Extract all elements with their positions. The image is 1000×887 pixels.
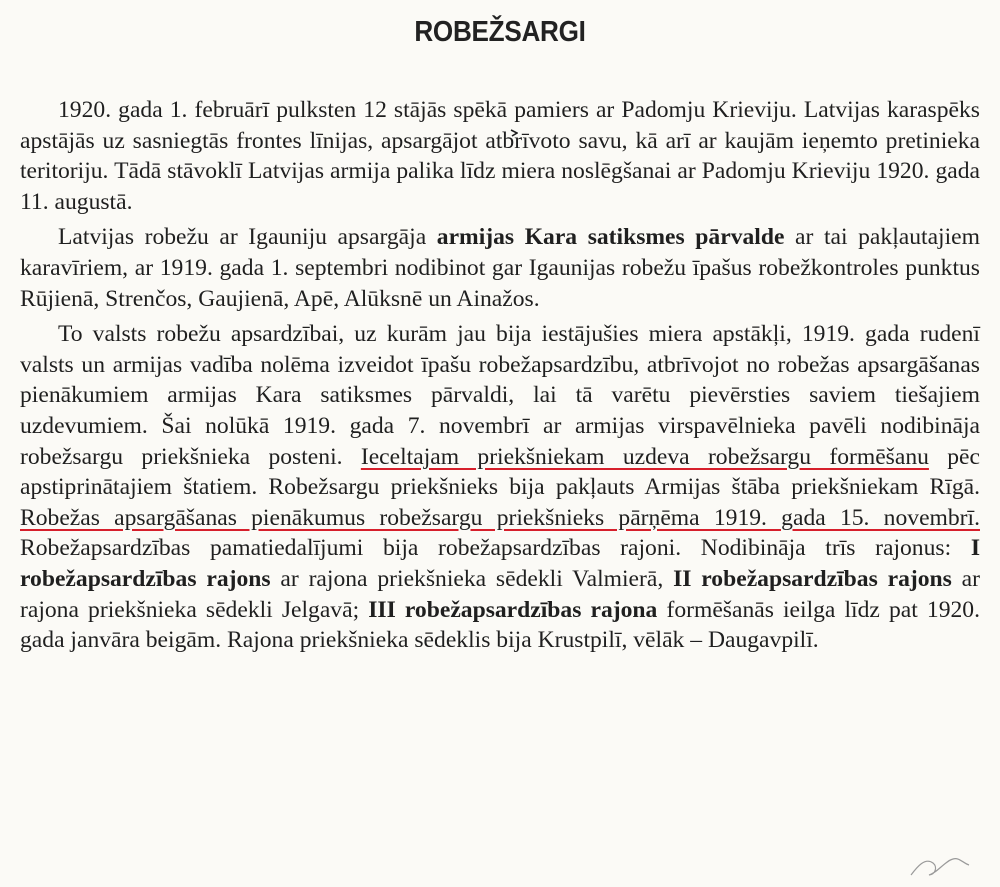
district-1-name: I robežapsardzības rajons <box>20 535 980 592</box>
paragraph-3-sentence-3: Robežapsardzības pamatiedalījumi bija robežapsardzības rajoni. Nodibināja trīs rajonus: <box>20 535 971 562</box>
paragraph-1-text: 1920. gada 1. februārī pulksten 12 stājās spēkā pamiers ar Padomju Krieviju. Latvijas karaspēks apstājās uz sasniegtās frontes līnijas, apsargājot atbrīvoto savu, kā arī ar kaujām ieņemto pretinieka teritoriju. Tādā stāvoklī Latvijas armija palika līdz miera noslēgšanai ar Padomju Krieviju 1920. gada 11. augustā. <box>20 97 980 215</box>
paragraph-3-sentence-5: ar rajona priekšnieka sēdekli Jelgavā; <box>20 565 981 623</box>
paragraph-2-text-a: Latvijas robežu ar Igauniju apsargāja <box>58 224 437 251</box>
district-2-name: II robežapsardzības rajons <box>673 565 952 592</box>
page-title: ROBEŽSARGI <box>414 16 586 48</box>
paragraph-3-sentence-4: ar rajona priekšnieka sēdekli Valmierā, <box>270 565 674 592</box>
underlined-phrase-15-novembri: Robežas apsargāšanas pienākumus robežsargu priekšnieks pārņēma 1919. gada 15. novembrī. <box>20 504 980 531</box>
paragraph-3-sentence-2: pēc apstiprinātajiem štatiem. Robežsargu priekšnieks bija pakļauts Armijas štāba priekšniekam Rīgā. <box>20 443 980 501</box>
paragraph-2-text-c: ar tai pakļautajiem karavīriem, ar 1919. gada 1. septembri nodibinot gar Igaunijas robežu īpašus robežkontroles punktus Rūjienā, Strenčos, Gaujienā, Apē, Alūksnē un Ainažos. <box>20 224 980 312</box>
district-3-name: III robežapsardzības rajona <box>368 596 658 623</box>
paragraph-2-bold-term: armijas Kara satiksmes pārvalde <box>436 224 785 251</box>
paragraph-3-sentence-6: formēšanās ieilga līdz pat 1920. gada janvāra beigām. Rajona priekšnieka sēdeklis bija Krustpilī, vēlāk – Daugavpilī. <box>20 596 980 654</box>
underlined-phrase-formesanu: Ieceltajam priekšniekam uzdeva robežsargu formēšanu <box>360 443 929 470</box>
paragraph-3 <box>20 319 980 656</box>
paragraph-3-sentence-1: To valsts robežu apsardzībai, uz kurām jau bija iestājušies miera apstākļi, 1919. gada rudenī valsts un armijas vadība nolēma izveidot īpašu robežapsardzību, atbrīvojot no robežas apsargāšanas pienākumiem armijas Kara satiksmes pārvaldi, lai tā varētu pievērsties saviem tiešajiem uzdevumiem. Šai nolūkā 1919. gada 7. novembrī ar armijas virspavēlnieka pavēli nodibināja robežsargu priekšnieka posteni. <box>20 321 980 470</box>
paragraph-2 <box>20 222 980 314</box>
paragraph-1 <box>20 95 980 217</box>
article-body <box>20 95 980 656</box>
pencil-scribble-icon <box>905 845 975 883</box>
